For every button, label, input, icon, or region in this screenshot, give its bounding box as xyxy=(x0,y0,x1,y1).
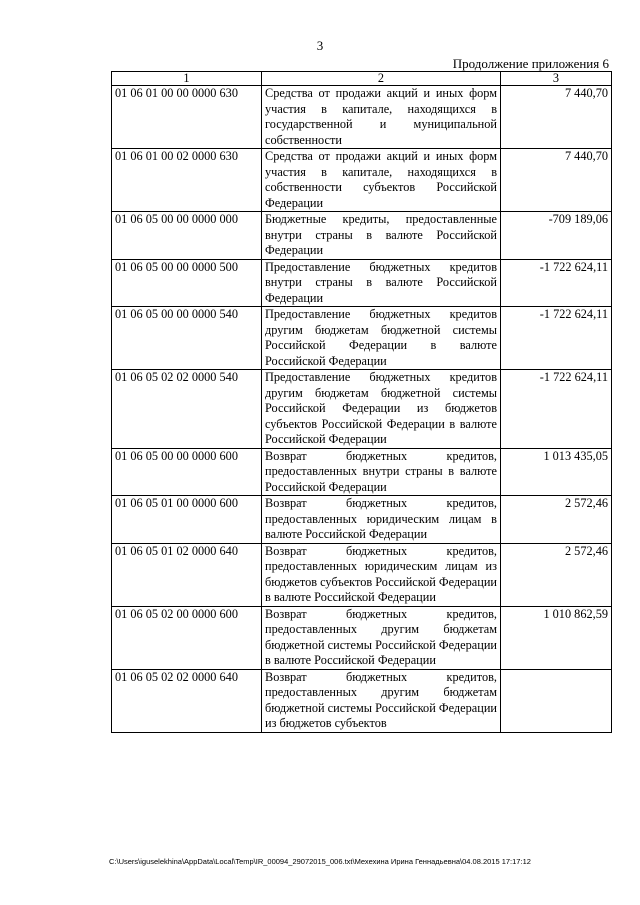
budget-code: 01 06 05 00 00 0000 600 xyxy=(112,448,262,496)
budget-code: 01 06 05 02 02 0000 540 xyxy=(112,370,262,449)
budget-sources-table xyxy=(111,71,612,733)
row-amount: 7 440,70 xyxy=(501,149,612,212)
column-header-2: 2 xyxy=(262,72,501,86)
budget-code: 01 06 05 02 00 0000 600 xyxy=(112,606,262,669)
table-row xyxy=(112,307,612,370)
row-description: Средства от продажи акций и иных форм участия в капитале, находящихся в государственной и муниципальной собственности xyxy=(262,86,501,149)
row-description: Возврат бюджетных кредитов, предоставленных юридическим лицам в валюте Российской Федерации xyxy=(262,496,501,544)
row-amount: 2 572,46 xyxy=(501,496,612,544)
table-row xyxy=(112,212,612,260)
budget-code: 01 06 01 00 02 0000 630 xyxy=(112,149,262,212)
row-description: Возврат бюджетных кредитов, предоставленных другим бюджетам бюджетной системы Российской Федерации в валюте Российской Федерации xyxy=(262,606,501,669)
row-amount: -1 722 624,11 xyxy=(501,307,612,370)
budget-code: 01 06 05 01 02 0000 640 xyxy=(112,543,262,606)
budget-code: 01 06 05 00 00 0000 000 xyxy=(112,212,262,260)
row-description: Бюджетные кредиты, предоставленные внутри страны в валюте Российской Федерации xyxy=(262,212,501,260)
row-amount: 2 572,46 xyxy=(501,543,612,606)
row-description: Предоставление бюджетных кредитов внутри страны в валюте Российской Федерации xyxy=(262,259,501,307)
row-description: Средства от продажи акций и иных форм участия в капитале, находящихся в собственности субъектов Российской Федерации xyxy=(262,149,501,212)
appendix-continuation-label: Продолжение приложения 6 xyxy=(452,56,609,71)
budget-code: 01 06 05 01 00 0000 600 xyxy=(112,496,262,544)
row-amount: -1 722 624,11 xyxy=(501,259,612,307)
column-header-3: 3 xyxy=(501,72,612,86)
table-row xyxy=(112,606,612,669)
budget-code: 01 06 01 00 00 0000 630 xyxy=(112,86,262,149)
table-header-row xyxy=(112,72,612,86)
budget-code: 01 06 05 02 02 0000 640 xyxy=(112,669,262,732)
row-description: Предоставление бюджетных кредитов другим бюджетам бюджетной системы Российской Федерации из бюджетов субъектов Российской Федерации в валюте Российской Федерации xyxy=(262,370,501,449)
table-row xyxy=(112,496,612,544)
budget-code: 01 06 05 00 00 0000 500 xyxy=(112,259,262,307)
table-row xyxy=(112,448,612,496)
table-row xyxy=(112,543,612,606)
row-amount xyxy=(501,669,612,732)
column-header-1: 1 xyxy=(112,72,262,86)
table-row xyxy=(112,370,612,449)
row-description: Возврат бюджетных кредитов, предоставленных другим бюджетам бюджетной системы Российской Федерации из бюджетов субъектов xyxy=(262,669,501,732)
row-amount: -709 189,06 xyxy=(501,212,612,260)
row-description: Возврат бюджетных кредитов, предоставленных внутри страны в валюте Российской Федерации xyxy=(262,448,501,496)
row-description: Возврат бюджетных кредитов, предоставленных юридическим лицам из бюджетов субъектов Российской Федерации в валюте Российской Федерации xyxy=(262,543,501,606)
row-amount: 7 440,70 xyxy=(501,86,612,149)
row-amount: -1 722 624,11 xyxy=(501,370,612,449)
table-row xyxy=(112,149,612,212)
budget-code: 01 06 05 00 00 0000 540 xyxy=(112,307,262,370)
file-path-footer: C:\Users\iguselekhina\AppData\Local\Temp\IR_00094_29072015_006.txt\Мехехина Ирина Геннадьевна\04.08.2015 17:17:12 xyxy=(109,857,531,866)
table-row xyxy=(112,86,612,149)
row-description: Предоставление бюджетных кредитов другим бюджетам бюджетной системы Российской Федерации в валюте Российской Федерации xyxy=(262,307,501,370)
table-row xyxy=(112,669,612,732)
page-number: 3 xyxy=(316,38,324,53)
row-amount: 1 010 862,59 xyxy=(501,606,612,669)
table-row xyxy=(112,259,612,307)
row-amount: 1 013 435,05 xyxy=(501,448,612,496)
